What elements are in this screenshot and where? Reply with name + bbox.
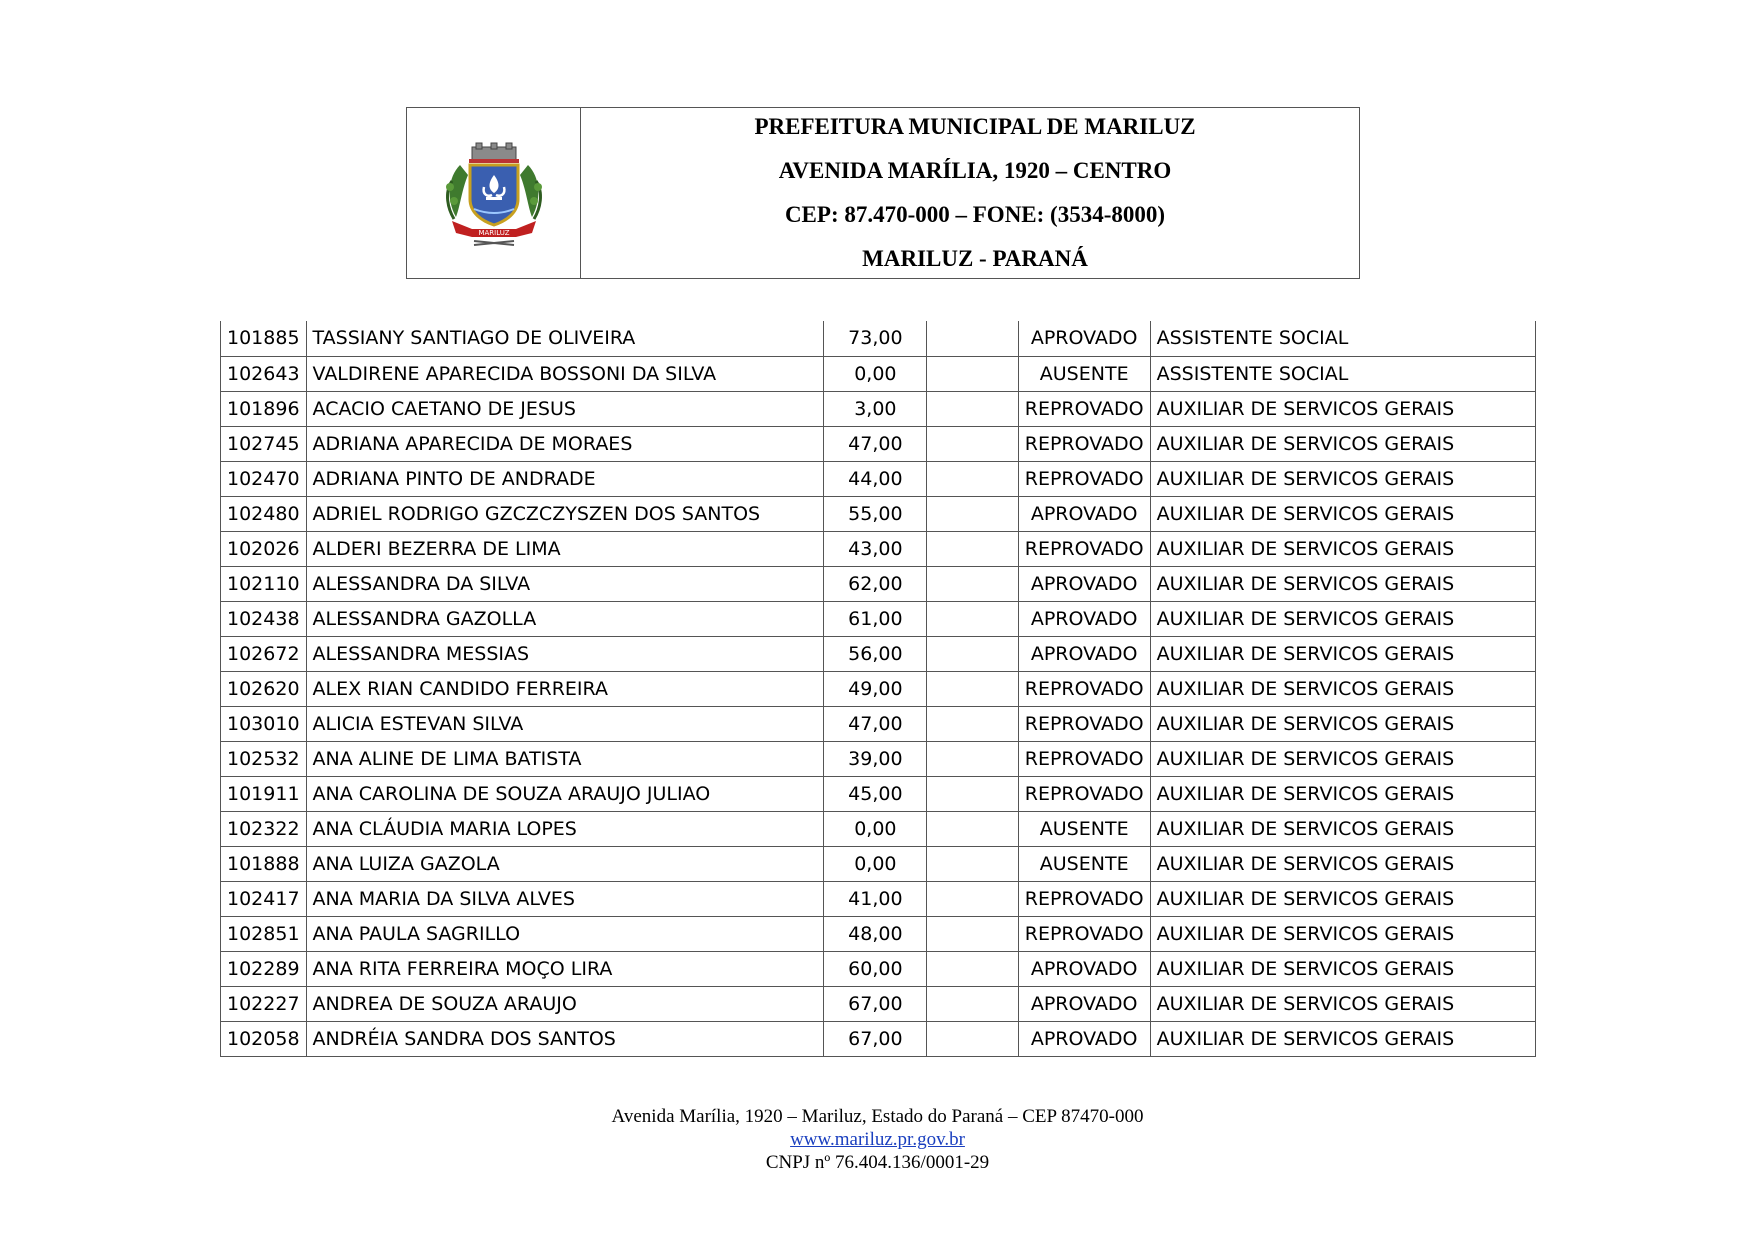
table-row bbox=[221, 986, 1536, 1021]
empty-cell bbox=[927, 426, 1018, 461]
candidate-role: AUXILIAR DE SERVICOS GERAIS bbox=[1150, 496, 1535, 531]
empty-cell bbox=[927, 601, 1018, 636]
candidate-code: 102227 bbox=[221, 986, 307, 1021]
candidate-status: REPROVADO bbox=[1018, 706, 1150, 741]
letterhead-text bbox=[581, 108, 1359, 278]
candidate-code: 102058 bbox=[221, 1021, 307, 1056]
candidate-code: 101888 bbox=[221, 846, 307, 881]
results-table bbox=[220, 321, 1536, 1057]
footer-website-link[interactable]: www.mariluz.pr.gov.br bbox=[790, 1129, 965, 1150]
candidate-code: 102438 bbox=[221, 601, 307, 636]
candidate-role: AUXILIAR DE SERVICOS GERAIS bbox=[1150, 636, 1535, 671]
page-footer bbox=[0, 1105, 1755, 1174]
candidate-status: REPROVADO bbox=[1018, 531, 1150, 566]
candidate-code: 101885 bbox=[221, 321, 307, 356]
candidate-score: 41,00 bbox=[824, 881, 927, 916]
candidate-score: 47,00 bbox=[824, 706, 927, 741]
candidate-role: AUXILIAR DE SERVICOS GERAIS bbox=[1150, 601, 1535, 636]
candidate-name: VALDIRENE APARECIDA BOSSONI DA SILVA bbox=[306, 356, 824, 391]
candidate-status: REPROVADO bbox=[1018, 461, 1150, 496]
candidate-code: 102643 bbox=[221, 356, 307, 391]
empty-cell bbox=[927, 881, 1018, 916]
candidate-role: AUXILIAR DE SERVICOS GERAIS bbox=[1150, 461, 1535, 496]
candidate-status: REPROVADO bbox=[1018, 426, 1150, 461]
candidate-code: 102480 bbox=[221, 496, 307, 531]
candidate-role: AUXILIAR DE SERVICOS GERAIS bbox=[1150, 566, 1535, 601]
empty-cell bbox=[927, 461, 1018, 496]
candidate-score: 67,00 bbox=[824, 1021, 927, 1056]
table-row bbox=[221, 601, 1536, 636]
candidate-status: REPROVADO bbox=[1018, 916, 1150, 951]
table-row bbox=[221, 951, 1536, 986]
empty-cell bbox=[927, 706, 1018, 741]
candidate-name: ACACIO CAETANO DE JESUS bbox=[306, 391, 824, 426]
candidate-code: 101911 bbox=[221, 776, 307, 811]
candidate-status: APROVADO bbox=[1018, 496, 1150, 531]
candidate-name: ANA LUIZA GAZOLA bbox=[306, 846, 824, 881]
candidate-role: AUXILIAR DE SERVICOS GERAIS bbox=[1150, 846, 1535, 881]
org-contact: CEP: 87.470-000 – FONE: (3534-8000) bbox=[784, 202, 1166, 227]
candidate-status: APROVADO bbox=[1018, 636, 1150, 671]
candidate-role: AUXILIAR DE SERVICOS GERAIS bbox=[1150, 391, 1535, 426]
letterhead bbox=[406, 107, 1360, 279]
candidate-score: 39,00 bbox=[824, 741, 927, 776]
empty-cell bbox=[927, 1021, 1018, 1056]
candidate-score: 45,00 bbox=[824, 776, 927, 811]
candidate-name: ADRIEL RODRIGO GZCZCZYSZEN DOS SANTOS bbox=[306, 496, 824, 531]
candidate-role: ASSISTENTE SOCIAL bbox=[1150, 356, 1535, 391]
empty-cell bbox=[927, 916, 1018, 951]
table-row bbox=[221, 776, 1536, 811]
candidate-role: AUXILIAR DE SERVICOS GERAIS bbox=[1150, 811, 1535, 846]
empty-cell bbox=[927, 986, 1018, 1021]
empty-cell bbox=[927, 356, 1018, 391]
candidate-role: AUXILIAR DE SERVICOS GERAIS bbox=[1150, 426, 1535, 461]
candidate-code: 102417 bbox=[221, 881, 307, 916]
candidate-code: 102745 bbox=[221, 426, 307, 461]
empty-cell bbox=[927, 741, 1018, 776]
candidate-name: ADRIANA PINTO DE ANDRADE bbox=[306, 461, 824, 496]
candidate-score: 56,00 bbox=[824, 636, 927, 671]
table-row bbox=[221, 671, 1536, 706]
org-title: PREFEITURA MUNICIPAL DE MARILUZ bbox=[754, 114, 1196, 139]
candidate-status: REPROVADO bbox=[1018, 881, 1150, 916]
candidate-score: 44,00 bbox=[824, 461, 927, 496]
candidate-name: ANDRÉIA SANDRA DOS SANTOS bbox=[306, 1021, 824, 1056]
empty-cell bbox=[927, 566, 1018, 601]
empty-cell bbox=[927, 776, 1018, 811]
table-row bbox=[221, 566, 1536, 601]
municipal-coat-of-arms-icon bbox=[438, 137, 550, 249]
candidate-name: ANA ALINE DE LIMA BATISTA bbox=[306, 741, 824, 776]
candidate-name: ALDERI BEZERRA DE LIMA bbox=[306, 531, 824, 566]
candidate-score: 0,00 bbox=[824, 811, 927, 846]
candidate-code: 102532 bbox=[221, 741, 307, 776]
candidate-name: ANA CLÁUDIA MARIA LOPES bbox=[306, 811, 824, 846]
candidate-name: ALESSANDRA GAZOLLA bbox=[306, 601, 824, 636]
candidate-score: 67,00 bbox=[824, 986, 927, 1021]
candidate-role: AUXILIAR DE SERVICOS GERAIS bbox=[1150, 881, 1535, 916]
candidate-score: 43,00 bbox=[824, 531, 927, 566]
candidate-code: 102110 bbox=[221, 566, 307, 601]
empty-cell bbox=[927, 391, 1018, 426]
candidate-name: ALEX RIAN CANDIDO FERREIRA bbox=[306, 671, 824, 706]
candidate-code: 102289 bbox=[221, 951, 307, 986]
candidate-name: ANA CAROLINA DE SOUZA ARAUJO JULIAO bbox=[306, 776, 824, 811]
candidate-status: REPROVADO bbox=[1018, 741, 1150, 776]
candidate-role: AUXILIAR DE SERVICOS GERAIS bbox=[1150, 776, 1535, 811]
table-row bbox=[221, 426, 1536, 461]
candidate-code: 103010 bbox=[221, 706, 307, 741]
candidate-name: ANA MARIA DA SILVA ALVES bbox=[306, 881, 824, 916]
candidate-score: 49,00 bbox=[824, 671, 927, 706]
candidate-code: 102322 bbox=[221, 811, 307, 846]
empty-cell bbox=[927, 951, 1018, 986]
candidate-name: ANDREA DE SOUZA ARAUJO bbox=[306, 986, 824, 1021]
candidate-name: ANA PAULA SAGRILLO bbox=[306, 916, 824, 951]
candidate-status: REPROVADO bbox=[1018, 391, 1150, 426]
empty-cell bbox=[927, 321, 1018, 356]
candidate-status: REPROVADO bbox=[1018, 776, 1150, 811]
candidate-name: ALESSANDRA DA SILVA bbox=[306, 566, 824, 601]
candidate-score: 47,00 bbox=[824, 426, 927, 461]
candidate-status: AUSENTE bbox=[1018, 846, 1150, 881]
candidate-status: AUSENTE bbox=[1018, 811, 1150, 846]
candidate-name: ANA RITA FERREIRA MOÇO LIRA bbox=[306, 951, 824, 986]
candidate-role: AUXILIAR DE SERVICOS GERAIS bbox=[1150, 916, 1535, 951]
candidate-status: APROVADO bbox=[1018, 986, 1150, 1021]
candidate-status: APROVADO bbox=[1018, 321, 1150, 356]
candidate-score: 48,00 bbox=[824, 916, 927, 951]
candidate-name: TASSIANY SANTIAGO DE OLIVEIRA bbox=[306, 321, 824, 356]
logo-cell bbox=[407, 108, 581, 278]
candidate-role: ASSISTENTE SOCIAL bbox=[1150, 321, 1535, 356]
candidate-name: ADRIANA APARECIDA DE MORAES bbox=[306, 426, 824, 461]
candidate-role: AUXILIAR DE SERVICOS GERAIS bbox=[1150, 531, 1535, 566]
table-row bbox=[221, 881, 1536, 916]
candidate-role: AUXILIAR DE SERVICOS GERAIS bbox=[1150, 671, 1535, 706]
candidate-score: 3,00 bbox=[824, 391, 927, 426]
empty-cell bbox=[927, 496, 1018, 531]
candidate-status: APROVADO bbox=[1018, 1021, 1150, 1056]
candidate-code: 102851 bbox=[221, 916, 307, 951]
table-row bbox=[221, 636, 1536, 671]
candidate-role: AUXILIAR DE SERVICOS GERAIS bbox=[1150, 741, 1535, 776]
table-row bbox=[221, 391, 1536, 426]
table-row bbox=[221, 741, 1536, 776]
table-row bbox=[221, 321, 1536, 356]
table-row bbox=[221, 1021, 1536, 1056]
org-city: MARILUZ - PARANÁ bbox=[862, 246, 1088, 271]
empty-cell bbox=[927, 846, 1018, 881]
candidate-name: ALESSANDRA MESSIAS bbox=[306, 636, 824, 671]
candidate-code: 101896 bbox=[221, 391, 307, 426]
candidate-code: 102026 bbox=[221, 531, 307, 566]
candidate-name: ALICIA ESTEVAN SILVA bbox=[306, 706, 824, 741]
candidate-role: AUXILIAR DE SERVICOS GERAIS bbox=[1150, 1021, 1535, 1056]
table-row bbox=[221, 461, 1536, 496]
candidate-score: 73,00 bbox=[824, 321, 927, 356]
candidate-status: APROVADO bbox=[1018, 951, 1150, 986]
org-address: AVENIDA MARÍLIA, 1920 – CENTRO bbox=[778, 158, 1172, 183]
candidate-role: AUXILIAR DE SERVICOS GERAIS bbox=[1150, 951, 1535, 986]
table-row bbox=[221, 356, 1536, 391]
table-row bbox=[221, 846, 1536, 881]
candidate-code: 102620 bbox=[221, 671, 307, 706]
candidate-role: AUXILIAR DE SERVICOS GERAIS bbox=[1150, 986, 1535, 1021]
footer-cnpj: CNPJ nº 76.404.136/0001-29 bbox=[765, 1152, 990, 1173]
table-row bbox=[221, 531, 1536, 566]
candidate-status: AUSENTE bbox=[1018, 356, 1150, 391]
candidate-status: APROVADO bbox=[1018, 566, 1150, 601]
candidate-score: 62,00 bbox=[824, 566, 927, 601]
candidate-code: 102470 bbox=[221, 461, 307, 496]
empty-cell bbox=[927, 671, 1018, 706]
table-row bbox=[221, 916, 1536, 951]
footer-address: Avenida Marília, 1920 – Mariluz, Estado do Paraná – CEP 87470-000 bbox=[611, 1106, 1144, 1127]
candidate-role: AUXILIAR DE SERVICOS GERAIS bbox=[1150, 706, 1535, 741]
candidate-status: APROVADO bbox=[1018, 601, 1150, 636]
table-row bbox=[221, 811, 1536, 846]
candidate-score: 55,00 bbox=[824, 496, 927, 531]
candidate-score: 0,00 bbox=[824, 356, 927, 391]
empty-cell bbox=[927, 636, 1018, 671]
logo-ribbon-text: MARILUZ bbox=[477, 229, 510, 237]
empty-cell bbox=[927, 531, 1018, 566]
candidate-code: 102672 bbox=[221, 636, 307, 671]
table-row bbox=[221, 496, 1536, 531]
table-row bbox=[221, 706, 1536, 741]
candidate-score: 60,00 bbox=[824, 951, 927, 986]
candidate-score: 61,00 bbox=[824, 601, 927, 636]
candidate-score: 0,00 bbox=[824, 846, 927, 881]
candidate-status: REPROVADO bbox=[1018, 671, 1150, 706]
empty-cell bbox=[927, 811, 1018, 846]
